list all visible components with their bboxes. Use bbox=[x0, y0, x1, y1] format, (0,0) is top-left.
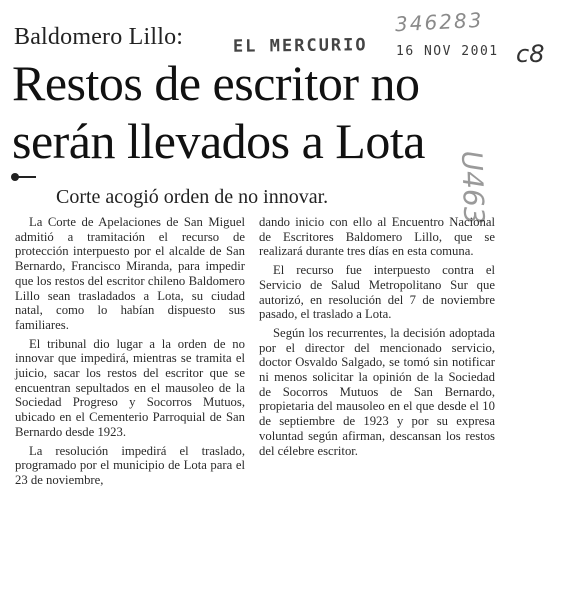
paragraph: Según los recurrentes, la decisión adoptada por el director del mencionado servicio, doctor Osvaldo Salgado, se tomó sin notificar ni menos solicitar la opinión de la Sociedad de Socorros Mutuos de San Bernardo, propietaria del mausoleo en el que desde el 10 de septiembre de 1923 y por su expresa voluntad según afirman, descansan los restos del célebre escritor. bbox=[259, 325, 495, 458]
deck-subheadline: Corte acogió orden de no innovar. bbox=[56, 186, 329, 208]
handwritten-archive-number: 346283 bbox=[394, 7, 484, 37]
paragraph-continued: dando inicio con ello al Encuentro Nacional de Escritores Baldomero Lillo, que se realizará durante tres días en esta comuna. bbox=[259, 215, 495, 259]
divider-rule bbox=[14, 176, 36, 178]
paragraph: El tribunal dio lugar a la orden de no innovar que impedirá, mientras se tramita el juicio, sacar los restos del escritor que se encuentran sepultados en el mausoleo de la Sociedad Progreso y Socorros Mutuos, ubicado en el Cementerio Parroquial de San Bernardo desde 1923. bbox=[15, 336, 245, 439]
stamp-date: 16 NOV 2001 bbox=[396, 44, 499, 59]
paragraph: El recurso fue interpuesto contra el Servicio de Salud Metropolitano Sur que autorizó, en resolución del 7 de noviembre pasado, el traslado a Lota. bbox=[259, 263, 495, 322]
article-column-left bbox=[15, 215, 245, 492]
handwritten-side-note: U463 bbox=[455, 150, 491, 226]
handwritten-page-mark: c8 bbox=[516, 40, 545, 68]
kicker: Baldomero Lillo: bbox=[14, 24, 184, 50]
headline: Restos de escritor no serán llevados a Lota bbox=[12, 55, 425, 169]
newspaper-stamp: EL MERCURIO bbox=[232, 35, 368, 57]
paragraph: La Corte de Apelaciones de San Miguel admitió a tramitación el recurso de protección interpuesto por el alcalde de San Bernardo, Francisco Miranda, para impedir que los restos del escritor chileno Baldomero Lillo sean trasladados a Lota, su ciudad natal, como lo habían dispuesto sus familiares. bbox=[15, 215, 245, 332]
paragraph: La resolución impedirá el traslado, programado por el municipio de Lota para el 23 de noviembre, bbox=[15, 443, 245, 487]
article-column-right bbox=[259, 215, 495, 462]
